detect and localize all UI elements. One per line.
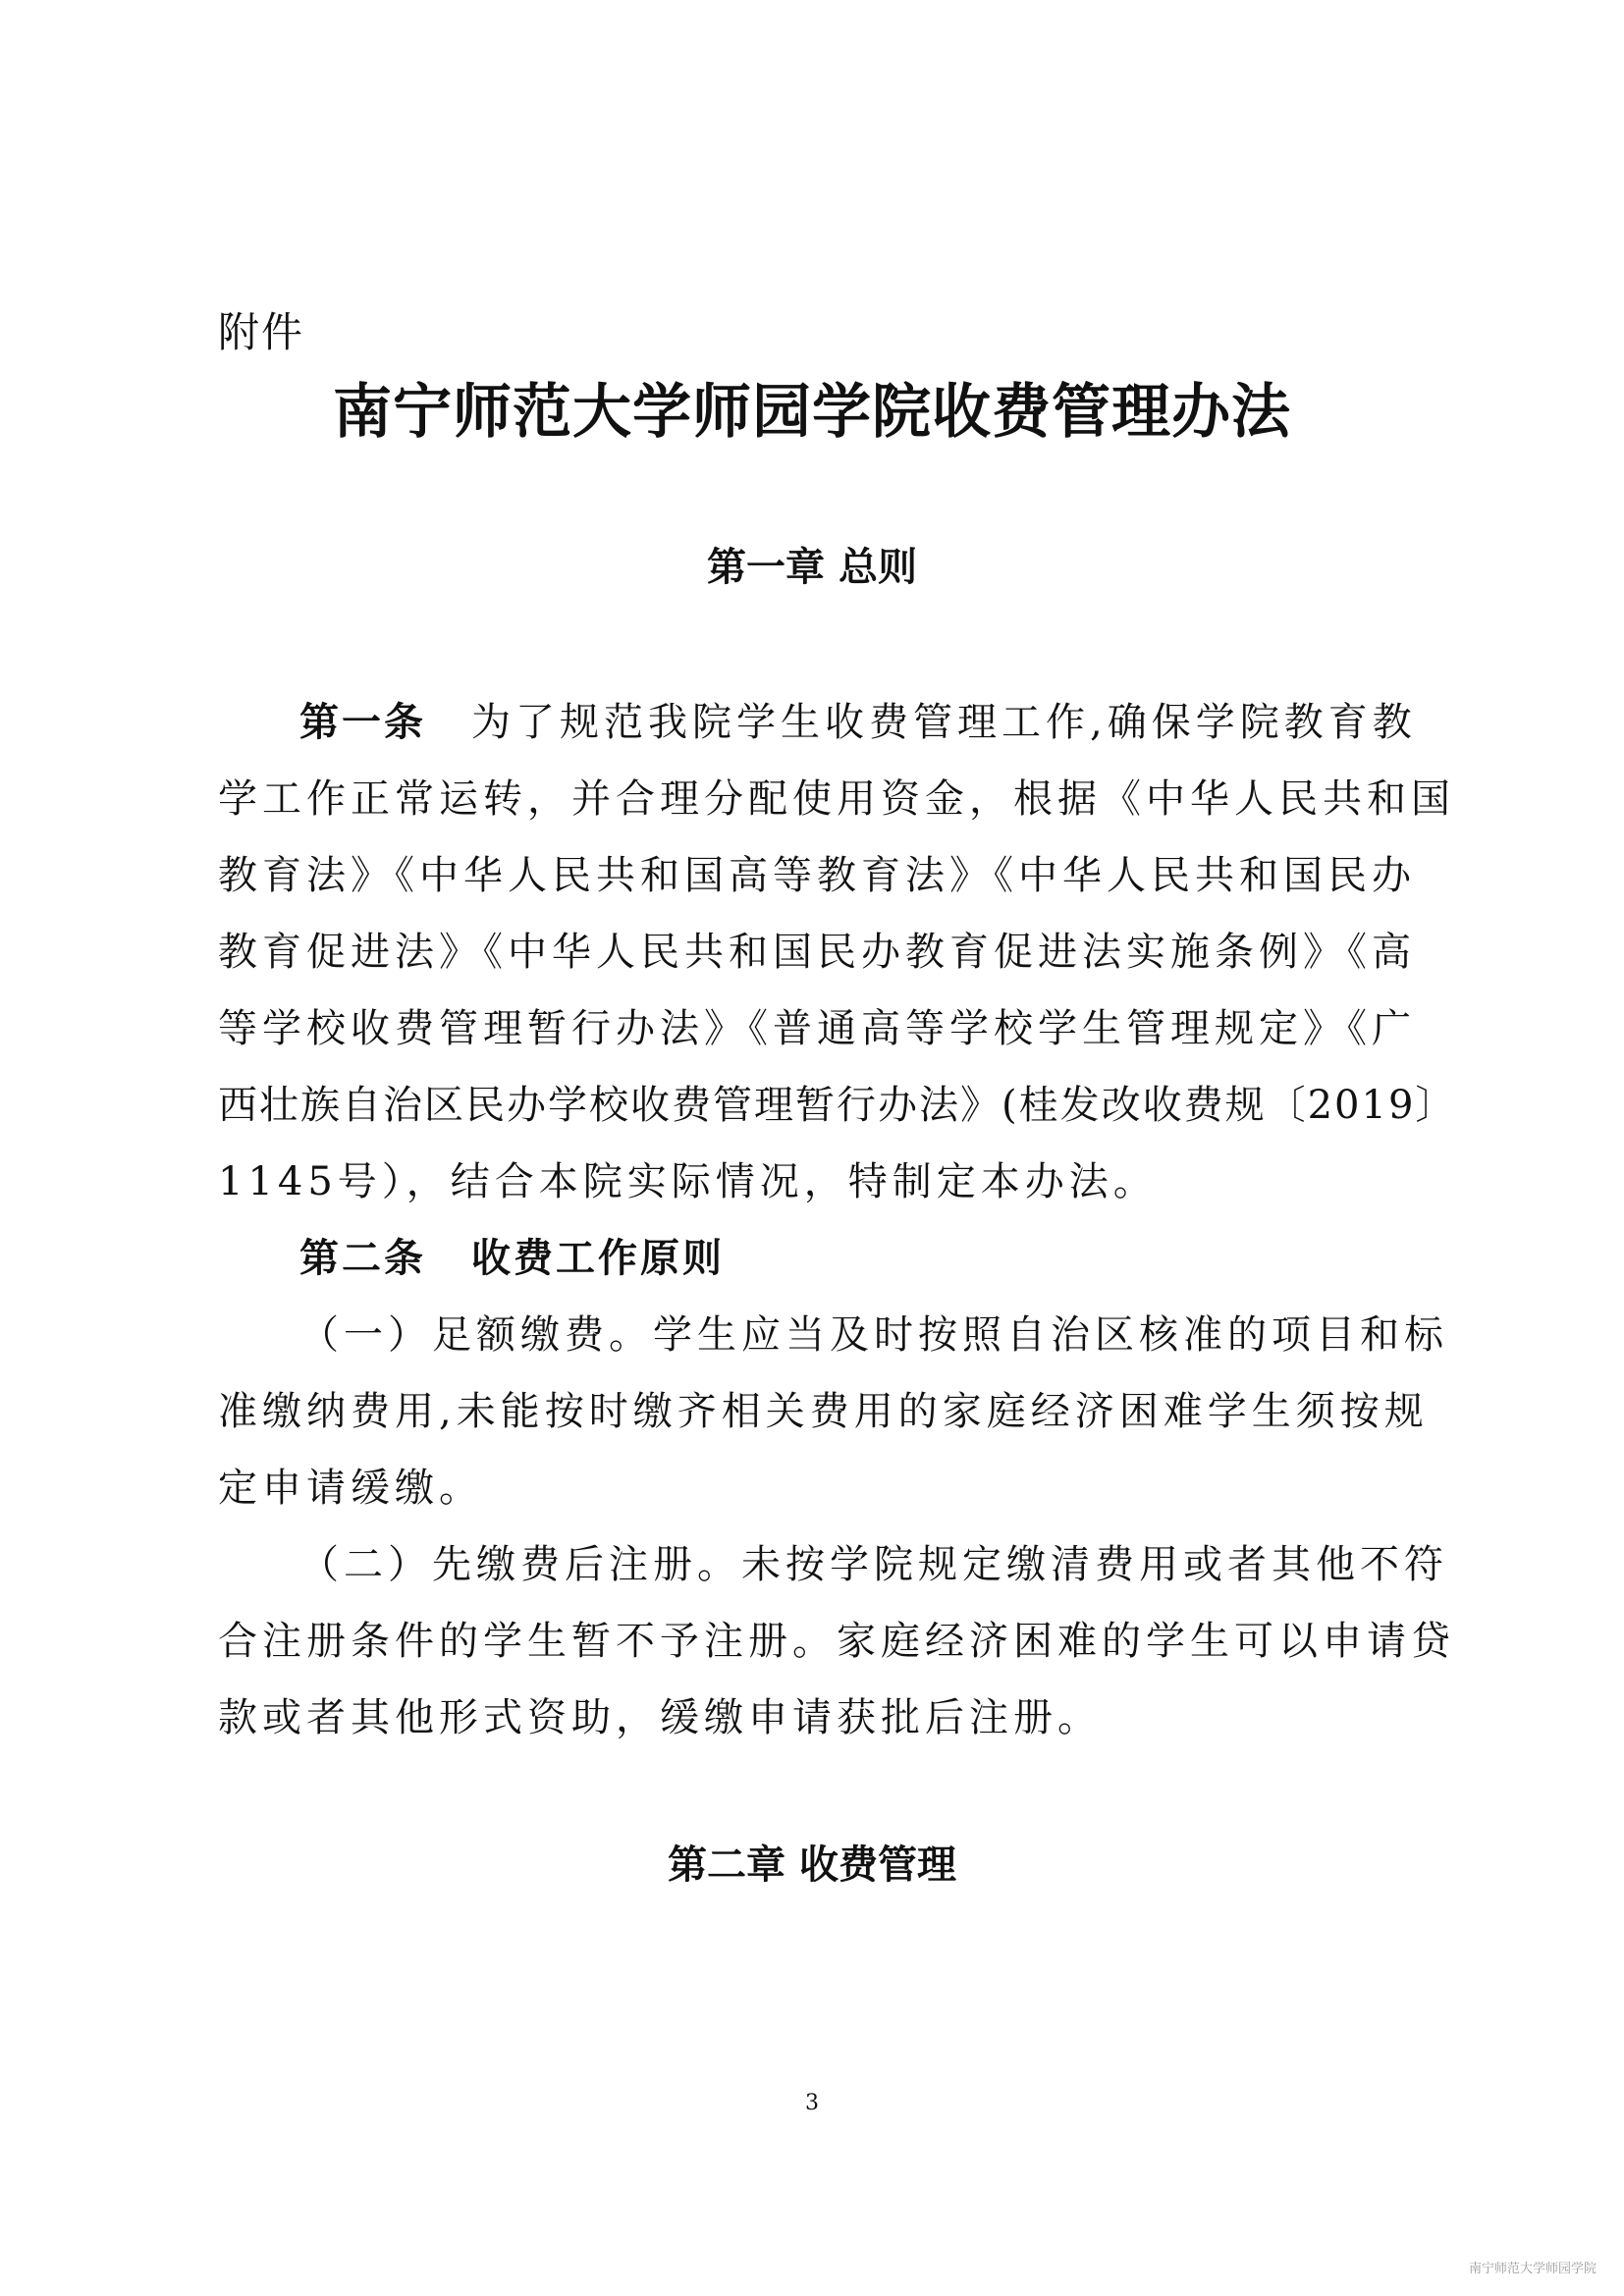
- article-1-label: 第一条: [299, 700, 426, 745]
- article-1-line: 教育促进法》《中华人民共和国民办教育促进法实施条例》《高: [218, 930, 1416, 975]
- article-1-text: 为了规范我院学生收费管理工作,确保学院教育教: [471, 700, 1417, 745]
- article-1-line: [299, 697, 1417, 748]
- article-2-label: 第二条: [299, 1236, 426, 1281]
- document-title: 南宁师范大学师园学院收费管理办法: [333, 378, 1291, 447]
- article-2-item-line: （二）先缴费后注册。未按学院规定缴清费用或者其他不符: [299, 1542, 1448, 1587]
- chapter-heading: 第一章 总则: [707, 545, 917, 590]
- watermark: 南宁师范大学师园学院: [1468, 2262, 1597, 2276]
- article-2-item-line: 准缴纳费用,未能按时缴齐相关费用的家庭经济困难学生须按规: [218, 1389, 1429, 1434]
- attachment-label: 附件: [218, 308, 305, 356]
- article-1-line: 等学校收费管理暂行办法》《普通高等学校学生管理规定》《广: [218, 1006, 1416, 1051]
- article-1-line: 1145号），结合本院实际情况，特制定本办法。: [218, 1159, 1158, 1204]
- article-2-item-line: 款或者其他形式资助，缓缴申请获批后注册。: [218, 1695, 1102, 1740]
- article-2-heading: 收费工作原则: [471, 1236, 725, 1281]
- page-number: 3: [805, 2091, 819, 2115]
- article-1-line: 学工作正常运转，并合理分配使用资金，根据《中华人民共和国: [218, 776, 1455, 822]
- article-2-item-line: 定申请缓缴。: [218, 1466, 483, 1511]
- article-2-heading-line: [299, 1233, 725, 1284]
- article-2-item-line: （一）足额缴费。学生应当及时按照自治区核准的项目和标: [299, 1312, 1448, 1358]
- article-2-item-line: 合注册条件的学生暂不予注册。家庭经济困难的学生可以申请贷: [218, 1619, 1455, 1664]
- chapter-heading: 第二章 收费管理: [668, 1842, 956, 1888]
- article-1-line: 西壮族自治区民办学校收费管理暂行办法》(桂发改收费规〔2019〕: [218, 1083, 1457, 1128]
- article-1-line: 教育法》《中华人民共和国高等教育法》《中华人民共和国民办: [218, 853, 1416, 898]
